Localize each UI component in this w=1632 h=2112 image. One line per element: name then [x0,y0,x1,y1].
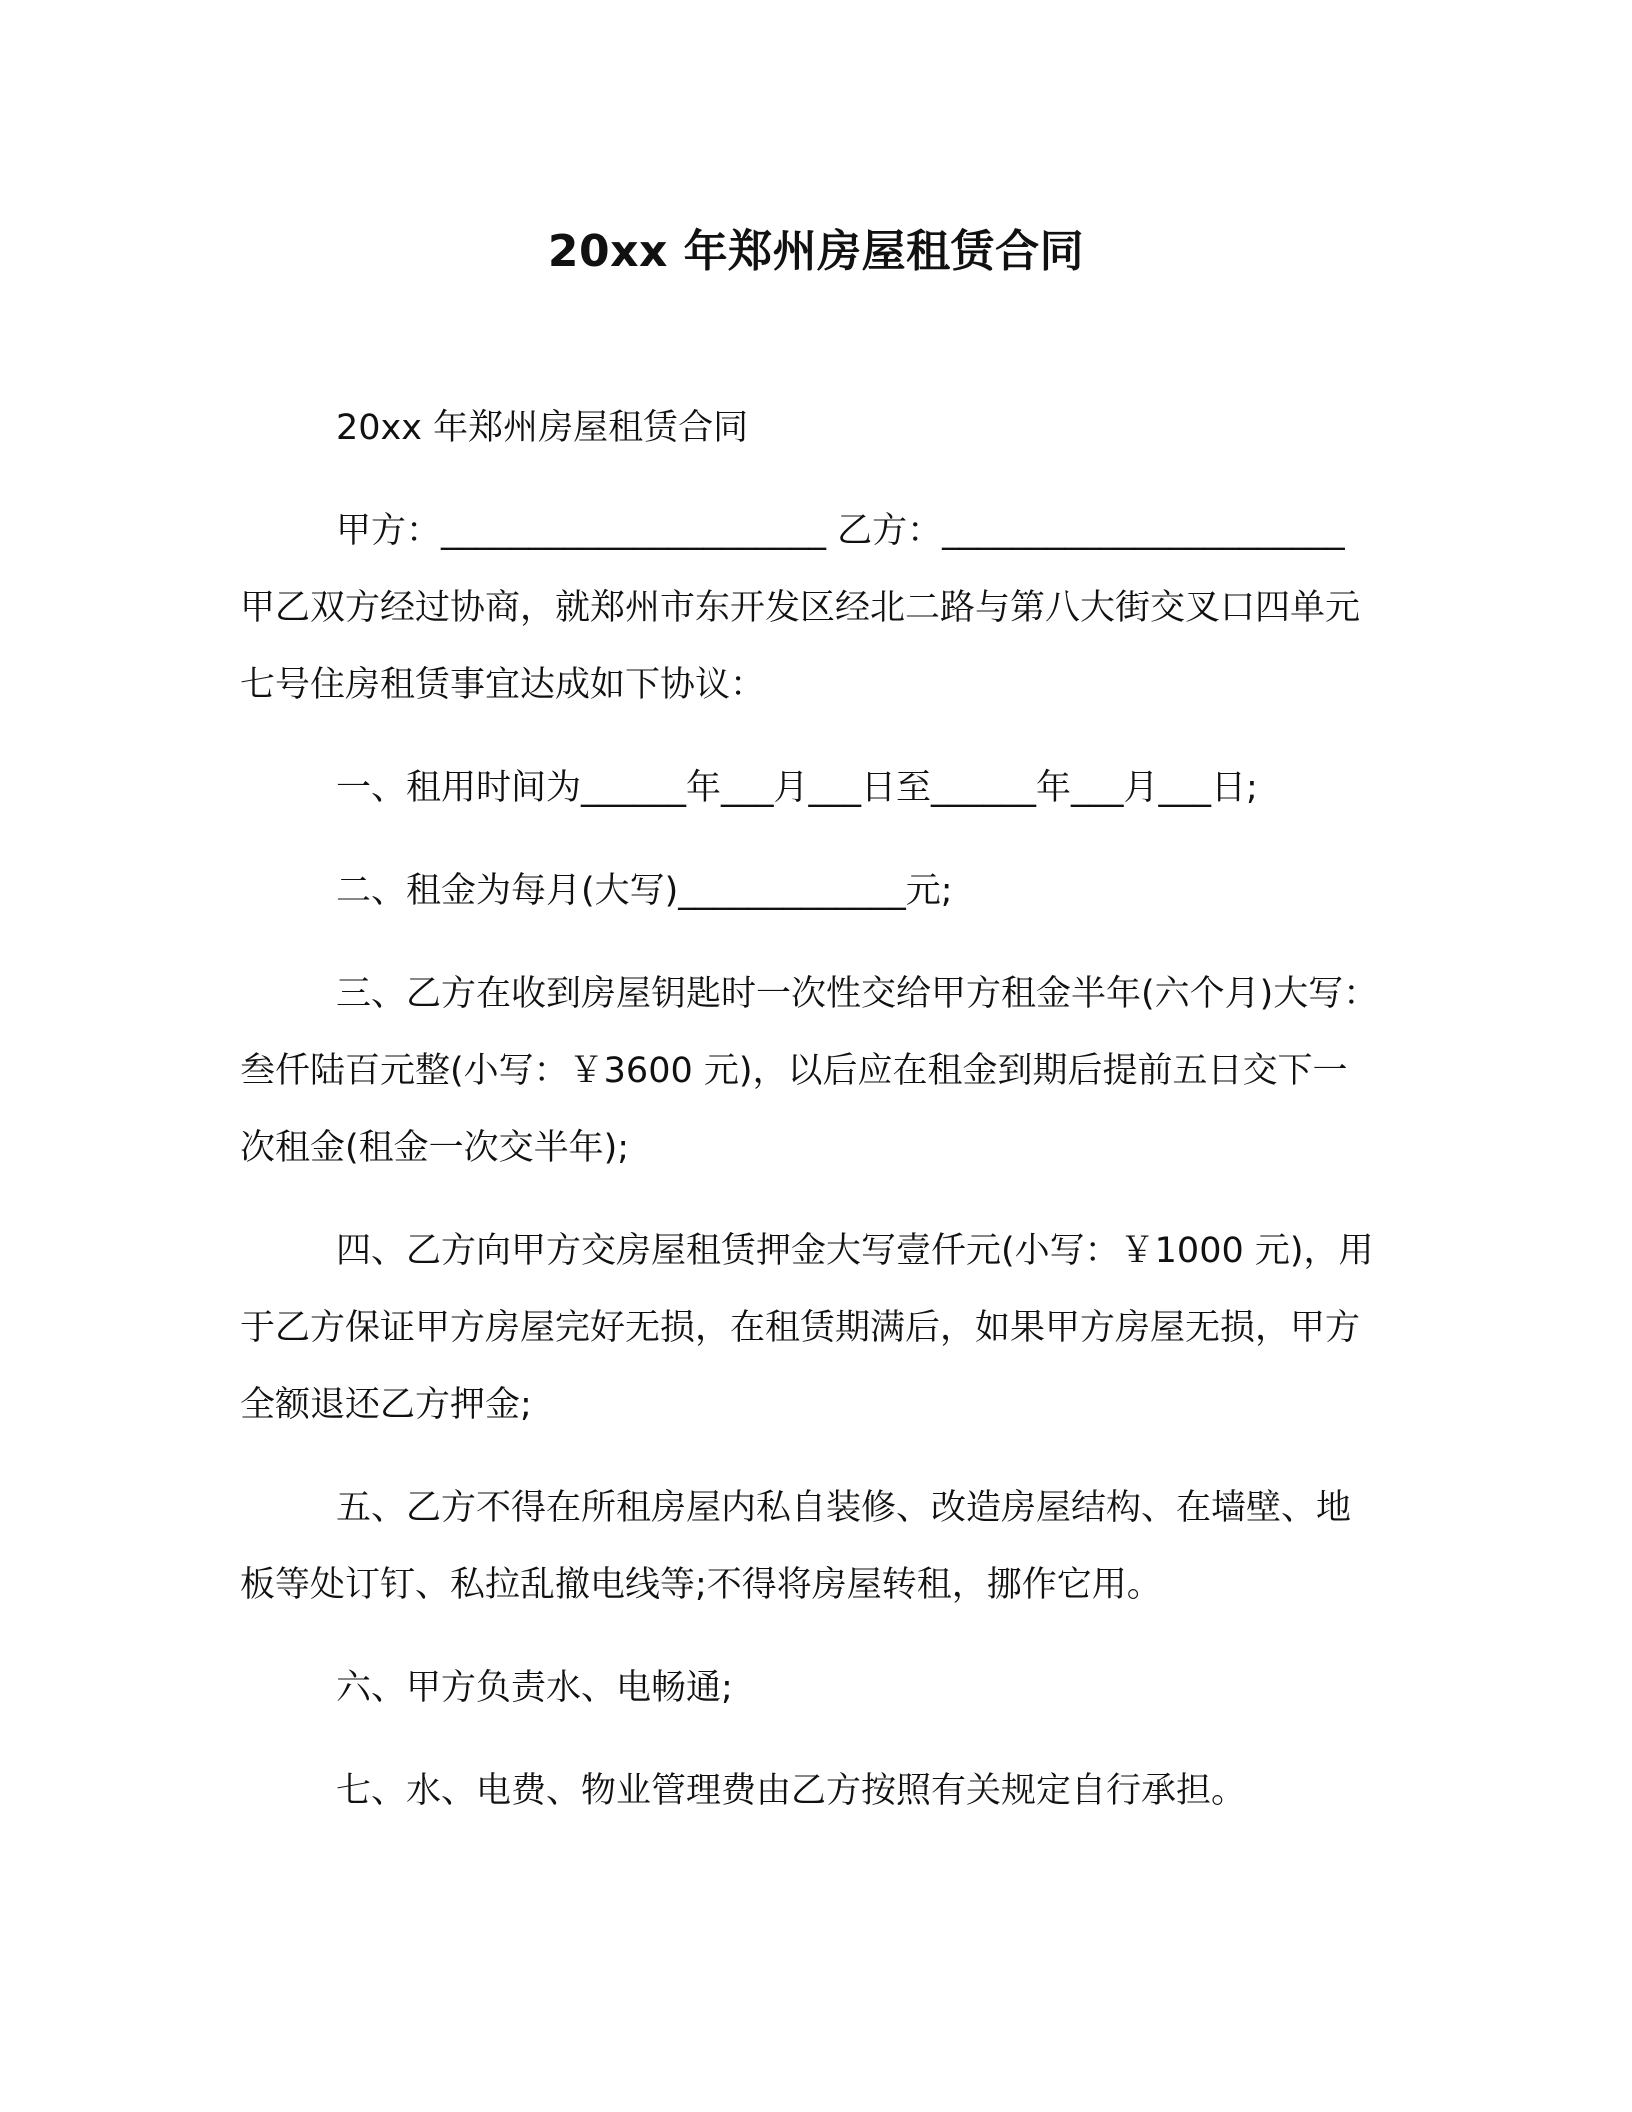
clause-7-fees: 七、水、电费、物业管理费由乙方按照有关规定自行承担。 [336,1771,1247,1811]
clause-4-deposit: 四、乙方向甲方交房屋租赁押金大写壹仟元(小写：￥1000 元)，用于乙方保证甲方房屋完好无损，在租赁期满后，如果甲方房屋无损，甲方全额退还乙方押金; [240,1231,1374,1425]
document-title: 20xx 年郑州房屋租赁合同 [547,226,1085,277]
paragraph-parties: 甲方：______________________ 乙方：_______________________ 甲乙双方经过协商，就郑州市东开发区经北二路与第八大街交叉口四单元七号住房租赁事宜达成如下协议： [240,511,1361,705]
clause-2-rent: 二、租金为每月(大写)_____________元; [336,871,953,911]
clause-1-term: 一、租用时间为______年___月___日至______年___月___日; [336,768,1258,808]
clause-3-payment: 三、乙方在收到房屋钥匙时一次性交给甲方租金半年(六个月)大写：叁仟陆百元整(小写：￥3600 元)，以后应在租金到期后提前五日交下一次租金(租金一次交半年); [240,974,1379,1168]
clause-6-utilities: 六、甲方负责水、电畅通; [336,1668,733,1708]
paragraph-heading: 20xx 年郑州房屋租赁合同 [336,408,749,448]
clause-5-restrictions: 五、乙方不得在所租房屋内私自装修、改造房屋结构、在墙壁、地板等处订钉、私拉乱撤电线等;不得将房屋转租，挪作它用。 [240,1488,1352,1605]
document-body [240,390,1380,1856]
